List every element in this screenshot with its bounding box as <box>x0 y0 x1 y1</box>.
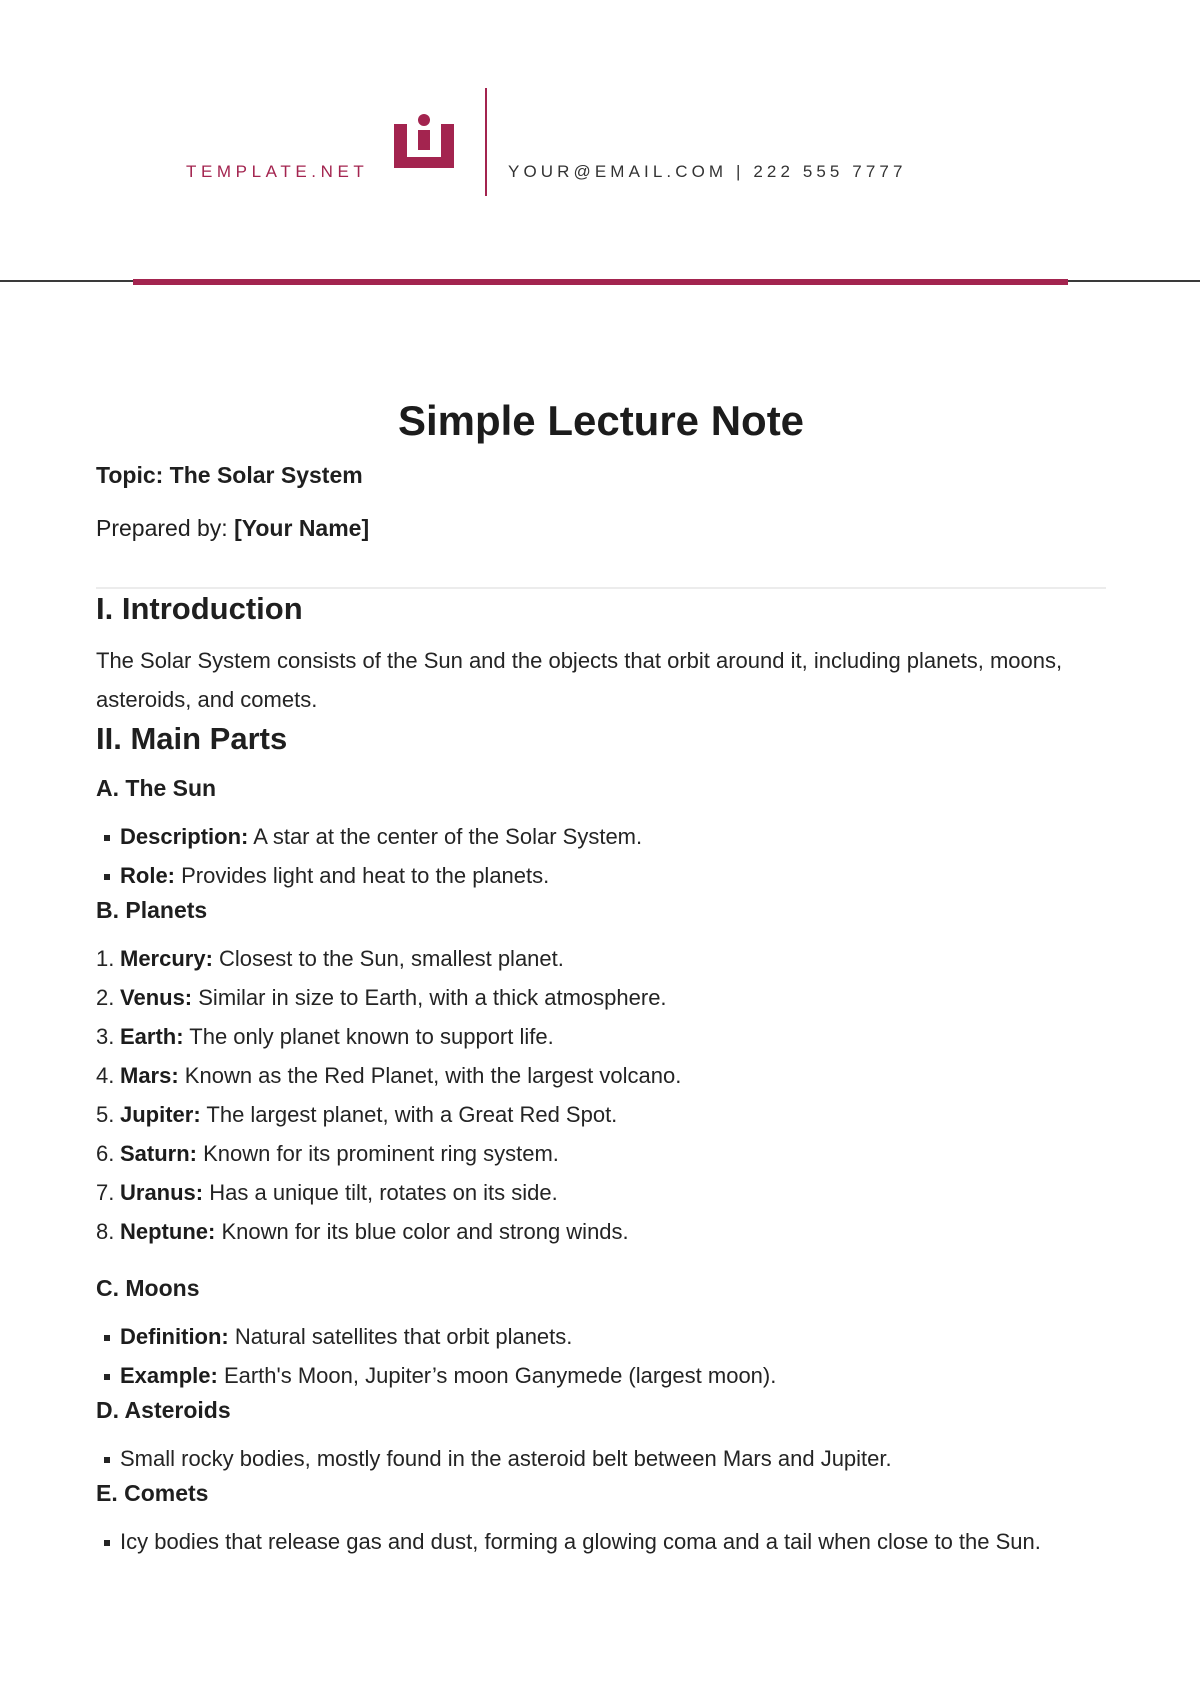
prepared-by-label: Prepared by: <box>96 515 235 541</box>
header-accent-rule <box>133 279 1068 285</box>
sun-heading: A. The Sun <box>96 775 217 801</box>
list-item: 4. Mars: Known as the Red Planet, with the largest volcano. <box>96 1063 682 1088</box>
asteroids-list <box>96 1439 1106 1478</box>
list-item: Icy bodies that release gas and dust, forming a glowing coma and a tail when close to the Sun. <box>96 1522 1106 1561</box>
template-net-logo-icon <box>394 114 454 178</box>
bullet-icon <box>104 1374 110 1380</box>
bullet-icon <box>104 1540 110 1546</box>
sun-list <box>96 817 1106 895</box>
moons-list <box>96 1317 1106 1395</box>
list-item: Description: A star at the center of the Solar System. <box>96 817 1106 856</box>
list-item: 7. Uranus: Has a unique tilt, rotates on its side. <box>96 1180 558 1205</box>
bullet-icon <box>104 1457 110 1463</box>
asteroids-heading: D. Asteroids <box>96 1397 231 1423</box>
list-item: Role: Provides light and heat to the planets. <box>96 856 1106 895</box>
bullet-icon <box>104 1335 110 1341</box>
document-body <box>96 392 1106 1561</box>
list-item: Small rocky bodies, mostly found in the asteroid belt between Mars and Jupiter. <box>96 1439 1106 1478</box>
document-title: Simple Lecture Note <box>397 397 805 444</box>
moons-heading: C. Moons <box>96 1275 200 1301</box>
introduction-heading: I. Introduction <box>96 591 303 626</box>
planets-list <box>96 939 1106 1251</box>
list-item: 5. Jupiter: The largest planet, with a Great Red Spot. <box>96 1102 618 1127</box>
prepared-by-name: [Your Name] <box>234 515 370 541</box>
prepared-by <box>96 513 1106 543</box>
planets-heading: B. Planets <box>96 897 208 923</box>
list-item: 8. Neptune: Known for its blue color and strong winds. <box>96 1219 629 1244</box>
brand-name: TEMPLATE.NET <box>186 162 369 181</box>
list-item: 1. Mercury: Closest to the Sun, smallest planet. <box>96 946 564 971</box>
list-item: 2. Venus: Similar in size to Earth, with a thick atmosphere. <box>96 985 667 1010</box>
document-topic: Topic: The Solar System <box>96 462 363 488</box>
list-item: Example: Earth's Moon, Jupiter’s moon Ganymede (largest moon). <box>96 1356 1106 1395</box>
list-item: 6. Saturn: Known for its prominent ring system. <box>96 1141 559 1166</box>
main-parts-heading: II. Main Parts <box>96 721 288 756</box>
list-item: Definition: Natural satellites that orbit planets. <box>96 1317 1106 1356</box>
contact-info: YOUR@EMAIL.COM | 222 555 7777 <box>508 162 907 181</box>
header-divider <box>485 88 487 196</box>
bullet-icon <box>104 835 110 841</box>
introduction-text: The Solar System consists of the Sun and the objects that orbit around it, including planets, moons, asteroids, and comets. <box>96 648 1063 712</box>
comets-list <box>96 1522 1106 1561</box>
comets-heading: E. Comets <box>96 1480 209 1506</box>
list-item: 3. Earth: The only planet known to support life. <box>96 1024 554 1049</box>
bullet-icon <box>104 874 110 880</box>
